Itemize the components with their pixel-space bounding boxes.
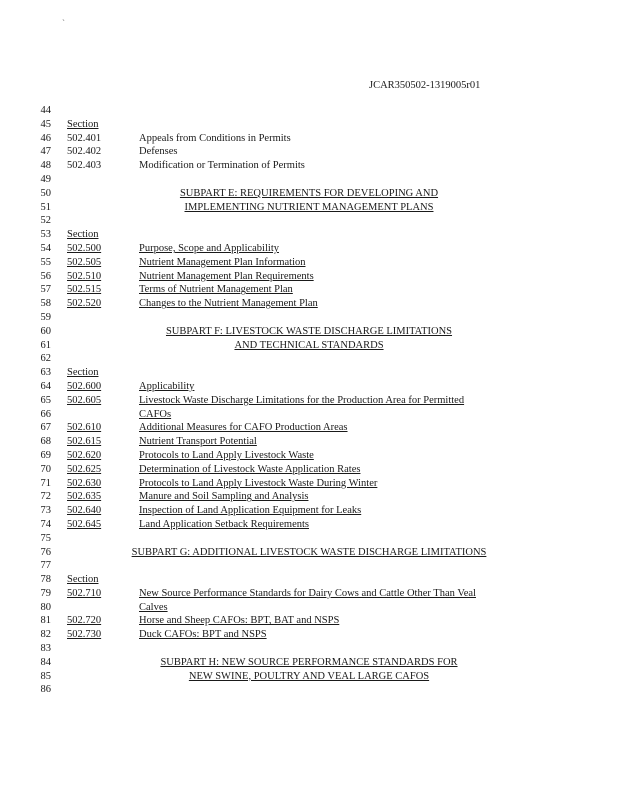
section-number: 502.720 xyxy=(67,615,102,627)
section-number: 502.401 xyxy=(67,132,102,144)
line-number: 60 xyxy=(40,325,51,337)
line-number: 50 xyxy=(40,187,51,199)
section-title: Duck CAFOs: BPT and NSPS xyxy=(139,629,267,641)
section-title: Inspection of Land Application Equipment for Leaks xyxy=(139,505,362,517)
line-number: 71 xyxy=(40,477,51,489)
document-line xyxy=(0,173,618,187)
section-label: Section xyxy=(67,118,99,130)
document-line xyxy=(0,366,618,380)
document-line xyxy=(0,628,618,642)
document-line xyxy=(0,408,618,422)
line-number: 59 xyxy=(40,311,51,323)
line-number: 65 xyxy=(40,394,51,406)
section-number: 502.610 xyxy=(67,422,102,434)
section-title: Appeals from Conditions in Permits xyxy=(139,132,291,144)
document-line xyxy=(0,187,618,201)
line-number: 57 xyxy=(40,284,51,296)
subpart-heading: SUBPART H: NEW SOURCE PERFORMANCE STANDARDS FOR xyxy=(160,656,458,668)
line-number: 75 xyxy=(40,532,51,544)
section-title: Additional Measures for CAFO Production Areas xyxy=(139,422,348,434)
section-number: 502.710 xyxy=(67,587,102,599)
line-number: 72 xyxy=(40,491,51,503)
document-line xyxy=(0,242,618,256)
section-number: 502.630 xyxy=(67,477,102,489)
section-title: Applicability xyxy=(139,380,195,392)
section-title: Land Application Setback Requirements xyxy=(139,518,309,530)
section-title: Modification or Termination of Permits xyxy=(139,160,305,172)
section-number: 502.730 xyxy=(67,629,102,641)
line-number: 76 xyxy=(40,546,51,558)
document-body xyxy=(0,104,618,697)
line-number: 63 xyxy=(40,367,51,379)
section-number: 502.645 xyxy=(67,518,102,530)
subpart-heading: AND TECHNICAL STANDARDS xyxy=(234,339,384,351)
document-line xyxy=(0,449,618,463)
line-number: 51 xyxy=(40,201,51,213)
line-number: 83 xyxy=(40,643,51,655)
document-line xyxy=(0,228,618,242)
line-number: 48 xyxy=(40,160,51,172)
section-number: 502.635 xyxy=(67,491,102,503)
section-label: Section xyxy=(67,367,99,379)
section-title: CAFOs xyxy=(139,408,172,420)
section-title: Horse and Sheep CAFOs: BPT, BAT and NSPS xyxy=(139,615,340,627)
section-label: Section xyxy=(67,574,99,586)
document-line xyxy=(0,670,618,684)
section-title: Nutrient Transport Potential xyxy=(139,436,257,448)
section-number: 502.510 xyxy=(67,270,102,282)
line-number: 62 xyxy=(40,353,51,365)
section-title: Changes to the Nutrient Management Plan xyxy=(139,298,318,310)
line-number: 69 xyxy=(40,449,51,461)
line-number: 52 xyxy=(40,215,51,227)
section-number: 502.515 xyxy=(67,284,102,296)
line-number: 47 xyxy=(40,146,51,158)
line-number: 66 xyxy=(40,408,51,420)
subpart-heading: SUBPART G: ADDITIONAL LIVESTOCK WASTE DISCHARGE LIMITATIONS xyxy=(131,546,487,558)
section-number: 502.640 xyxy=(67,505,102,517)
section-title: Livestock Waste Discharge Limitations for the Production Area for Permitted xyxy=(139,394,465,406)
subpart-heading: IMPLEMENTING NUTRIENT MANAGEMENT PLANS xyxy=(184,201,434,213)
document-line xyxy=(0,435,618,449)
line-number: 70 xyxy=(40,463,51,475)
section-number: 502.500 xyxy=(67,242,102,254)
document-line xyxy=(0,118,618,132)
line-number: 77 xyxy=(40,560,51,572)
subpart-heading: SUBPART F: LIVESTOCK WASTE DISCHARGE LIMITATIONS xyxy=(165,325,453,337)
document-line xyxy=(0,325,618,339)
document-line xyxy=(0,256,618,270)
document-line xyxy=(0,573,618,587)
document-line xyxy=(0,201,618,215)
document-line xyxy=(0,504,618,518)
document-line xyxy=(0,394,618,408)
section-title: Manure and Soil Sampling and Analysis xyxy=(139,491,309,503)
document-line xyxy=(0,380,618,394)
section-number: 502.625 xyxy=(67,463,102,475)
document-line xyxy=(0,283,618,297)
line-number: 81 xyxy=(40,615,51,627)
line-number: 73 xyxy=(40,505,51,517)
line-number: 58 xyxy=(40,298,51,310)
line-number: 53 xyxy=(40,229,51,241)
document-line xyxy=(0,132,618,146)
section-number: 502.605 xyxy=(67,394,102,406)
line-number: 61 xyxy=(40,339,51,351)
section-number: 502.600 xyxy=(67,380,102,392)
document-line xyxy=(0,559,618,573)
stray-mark: ` xyxy=(62,18,65,28)
line-number: 79 xyxy=(40,587,51,599)
document-line xyxy=(0,145,618,159)
line-number: 78 xyxy=(40,574,51,586)
document-line xyxy=(0,601,618,615)
document-line xyxy=(0,352,618,366)
line-number: 46 xyxy=(40,132,51,144)
line-number: 84 xyxy=(40,656,51,668)
line-number: 68 xyxy=(40,436,51,448)
document-line xyxy=(0,297,618,311)
line-number: 56 xyxy=(40,270,51,282)
section-title: Nutrient Management Plan Information xyxy=(139,256,306,268)
line-number: 54 xyxy=(40,242,51,254)
section-number: 502.620 xyxy=(67,449,102,461)
document-line xyxy=(0,656,618,670)
section-number: 502.615 xyxy=(67,436,102,448)
document-line xyxy=(0,421,618,435)
line-number: 67 xyxy=(40,422,51,434)
document-line xyxy=(0,270,618,284)
section-title: Protocols to Land Apply Livestock Waste xyxy=(139,449,314,461)
section-label: Section xyxy=(67,229,99,241)
line-number: 85 xyxy=(40,670,51,682)
section-title: Nutrient Management Plan Requirements xyxy=(139,270,314,282)
line-number: 86 xyxy=(40,684,51,696)
document-line xyxy=(0,214,618,228)
section-number: 502.403 xyxy=(67,160,102,172)
line-number: 80 xyxy=(40,601,51,613)
section-title: Determination of Livestock Waste Application Rates xyxy=(139,463,361,475)
document-line xyxy=(0,546,618,560)
line-number: 55 xyxy=(40,256,51,268)
document-line xyxy=(0,311,618,325)
section-title: Purpose, Scope and Applicability xyxy=(139,242,279,254)
line-number: 64 xyxy=(40,380,51,392)
document-line xyxy=(0,339,618,353)
section-title: Protocols to Land Apply Livestock Waste During Winter xyxy=(139,477,378,489)
document-line xyxy=(0,587,618,601)
subpart-heading: SUBPART E: REQUIREMENTS FOR DEVELOPING AND xyxy=(179,187,439,199)
section-title: Calves xyxy=(139,601,168,613)
document-line xyxy=(0,683,618,697)
section-title: New Source Performance Standards for Dairy Cows and Cattle Other Than Veal xyxy=(139,587,476,599)
section-number: 502.402 xyxy=(67,146,102,158)
line-number: 74 xyxy=(40,518,51,530)
document-line xyxy=(0,477,618,491)
section-number: 502.505 xyxy=(67,256,102,268)
subpart-heading: NEW SWINE, POULTRY AND VEAL LARGE CAFOS xyxy=(188,670,430,682)
line-number: 82 xyxy=(40,629,51,641)
document-line xyxy=(0,614,618,628)
document-line xyxy=(0,463,618,477)
section-number: 502.520 xyxy=(67,298,102,310)
line-number: 44 xyxy=(40,105,51,116)
line-number: 45 xyxy=(40,118,51,130)
document-line xyxy=(0,490,618,504)
line-number: 49 xyxy=(40,173,51,185)
document-line xyxy=(0,159,618,173)
section-title: Defenses xyxy=(139,146,178,158)
document-id: JCAR350502-1319005r01 xyxy=(369,80,481,91)
document-line xyxy=(0,104,618,118)
section-title: Terms of Nutrient Management Plan xyxy=(139,284,293,296)
document-line xyxy=(0,642,618,656)
document-line xyxy=(0,518,618,532)
document-line xyxy=(0,532,618,546)
